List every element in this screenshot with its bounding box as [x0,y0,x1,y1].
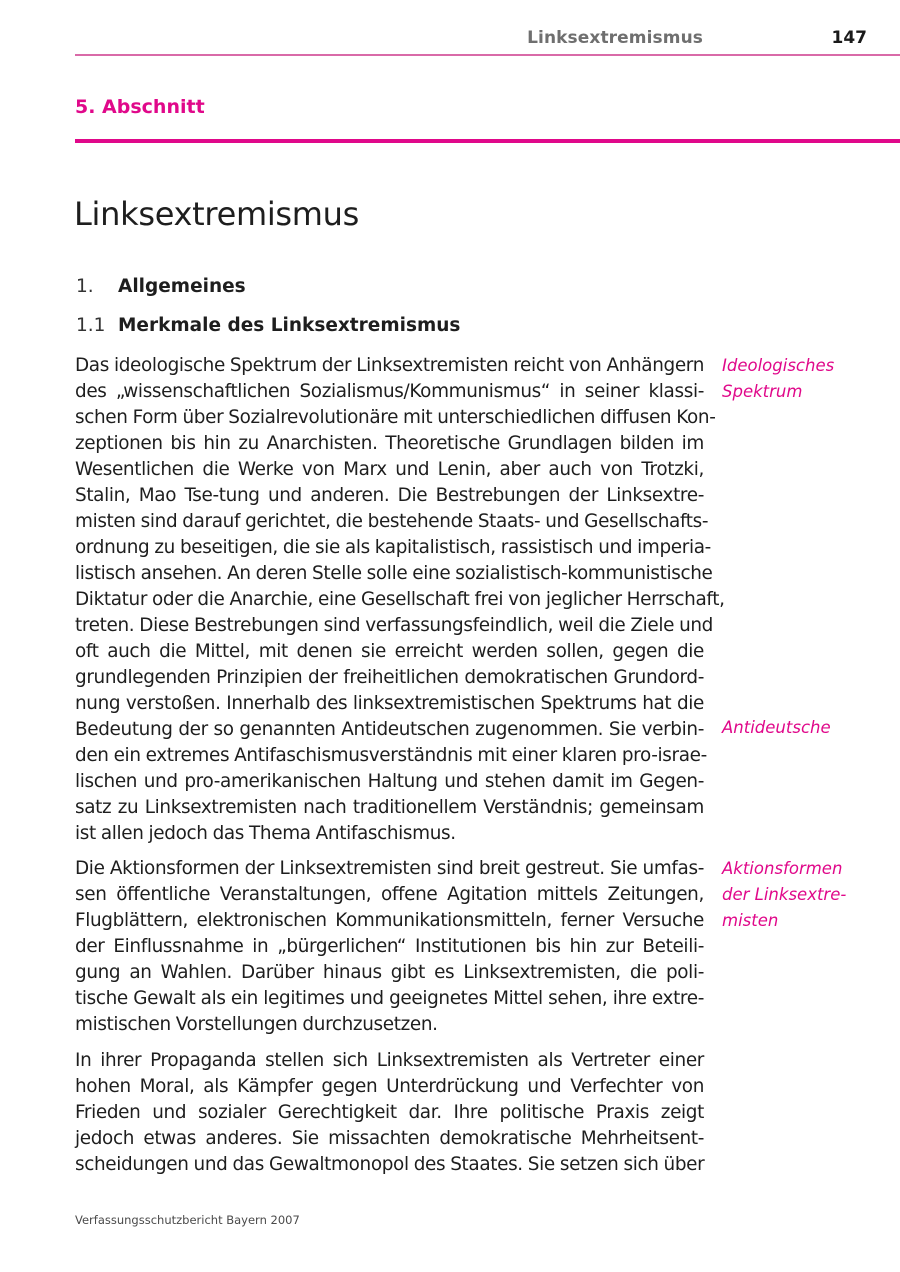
text-line: schen Form über Sozialrevolutionäre mit unterschiedlichen diffusen Kon- [75,407,716,428]
text-line: Bedeutung der so genannten Antideutschen zugenommen. Sie verbin- [75,719,704,740]
header-divider [75,54,900,56]
margin-note-aktionsformen [722,856,892,934]
paragraph-ideologisches-spektrum [75,353,725,847]
text-line: zeptionen bis hin zu Anarchisten. Theoretische Grundlagen bilden im [75,433,704,454]
margin-note-line: der Linksextre- [722,885,847,904]
text-line: treten. Diese Bestrebungen sind verfassungsfeindlich, weil die Ziele und [75,615,713,636]
text-line: ordnung zu beseitigen, die sie als kapitalistisch, rassistisch und imperia- [75,537,711,558]
section-label: 5. Abschnitt [75,96,205,118]
heading-text: Merkmale des Linksextremismus [118,315,461,336]
margin-note-antideutsche [722,715,892,741]
chapter-title: Linksextremismus [74,195,360,233]
text-line: der Einflussnahme in „bürgerlichen“ Institutionen bis hin zur Beteili- [75,936,704,957]
text-line: Frieden und sozialer Gerechtigkeit dar. Ihre politische Praxis zeigt [75,1102,704,1123]
heading-number: 1.1 [76,315,106,336]
text-line: Diktatur oder die Anarchie, eine Gesellschaft frei von jeglicher Herrschaft, [75,589,725,610]
heading-merkmale [76,315,460,336]
text-line: sen öffentliche Veranstaltungen, offene Agitation mittels Zeitungen, [75,884,704,905]
text-line: Das ideologische Spektrum der Linksextremisten reicht von Anhängern [75,355,704,376]
margin-note-line: Antideutsche [722,718,831,737]
text-line: In ihrer Propaganda stellen sich Linksextremisten als Vertreter einer [75,1050,704,1071]
margin-note-line: misten [722,911,779,930]
paragraph-aktionsformen [75,856,704,1038]
text-line: jedoch etwas anderes. Sie missachten demokratische Mehrheitsent- [75,1128,704,1149]
text-line: gung an Wahlen. Darüber hinaus gibt es Linksextremisten, die poli- [75,962,704,983]
text-line: Flugblättern, elektronischen Kommunikationsmitteln, ferner Versuche [75,910,704,931]
page-number: 147 [831,28,867,48]
heading-number: 1. [76,276,94,297]
running-header [75,26,900,56]
text-line: misten sind darauf gerichtet, die bestehende Staats- und Gesellschafts- [75,511,709,532]
text-line: nung verstoßen. Innerhalb des linksextremistischen Spektrums hat die [75,693,704,714]
text-line: tische Gewalt als ein legitimes und geeignetes Mittel sehen, ihre extre- [75,988,704,1009]
page-footer: Verfassungsschutzbericht Bayern 2007 [75,1213,300,1227]
margin-note-line: Aktionsformen [722,859,843,878]
paragraph-propaganda [75,1048,704,1178]
running-header-title: Linksextremismus [527,28,703,48]
text-line: Die Aktionsformen der Linksextremisten sind breit gestreut. Sie umfas- [75,858,704,879]
text-line: satz zu Linksextremisten nach traditionellem Verständnis; gemeinsam [75,797,704,818]
text-line: oft auch die Mittel, mit denen sie erreicht werden sollen, gegen die [75,641,704,662]
text-line: mistischen Vorstellungen durchzusetzen. [75,1014,438,1035]
text-line: ist allen jedoch das Thema Antifaschismus. [75,823,456,844]
text-line: listisch ansehen. An deren Stelle solle eine sozialistisch-kommunistische [75,563,713,584]
margin-note-line: Spektrum [722,382,803,401]
text-line: Stalin, Mao Tse-tung und anderen. Die Bestrebungen der Linksextre- [75,485,704,506]
text-line: den ein extremes Antifaschismusverständnis mit einer klaren pro-israe- [75,745,707,766]
text-line: grundlegenden Prinzipien der freiheitlichen demokratischen Grundord- [75,667,704,688]
section-divider [75,139,900,143]
text-line: des „wissenschaftlichen Sozialismus/Kommunismus“ in seiner klassi- [75,381,704,402]
text-line: lischen und pro-amerikanischen Haltung und stehen damit im Gegen- [75,771,704,792]
text-line: hohen Moral, als Kämpfer gegen Unterdrückung und Verfechter von [75,1076,704,1097]
text-line: Wesentlichen die Werke von Marx und Lenin, aber auch von Trotzki, [75,459,704,480]
heading-allgemeines [76,276,246,297]
margin-note-line: Ideologisches [722,356,835,375]
text-line: scheidungen und das Gewaltmonopol des Staates. Sie setzen sich über [75,1154,705,1175]
heading-text: Allgemeines [118,276,246,297]
margin-note-ideologisches-spektrum [722,353,892,405]
